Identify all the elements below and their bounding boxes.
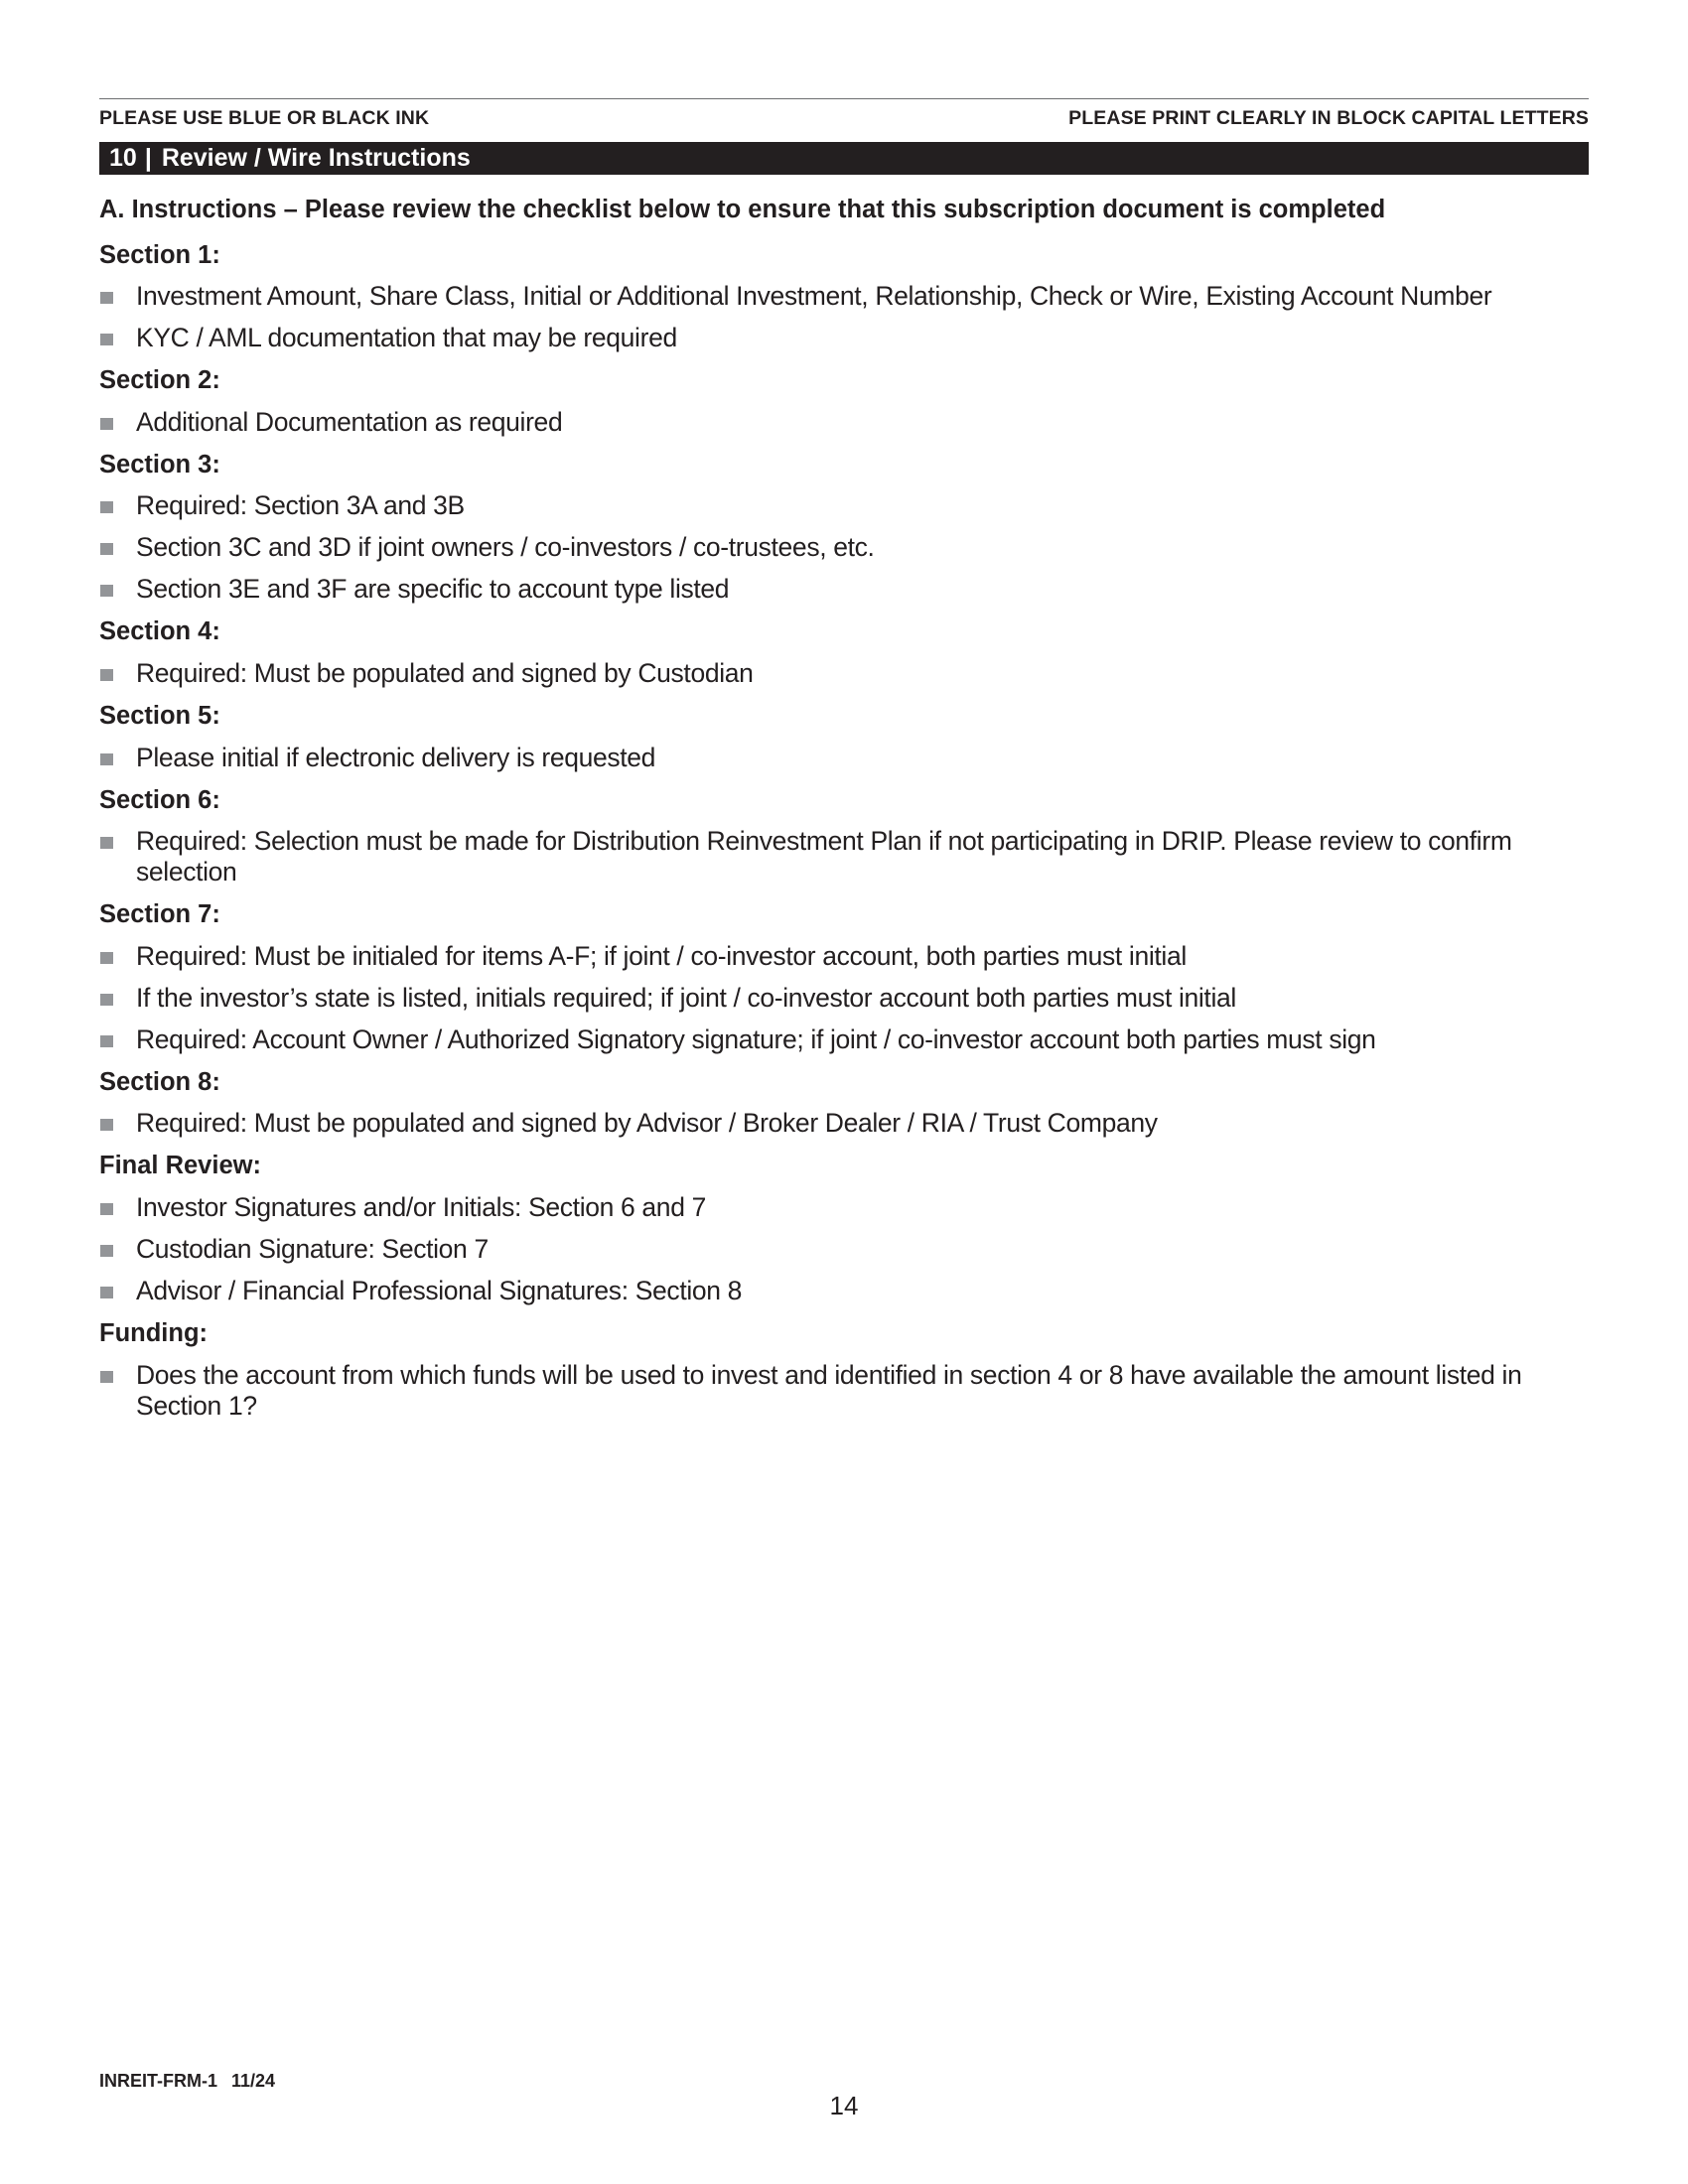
checklist-item-text: Required: Section 3A and 3B — [136, 490, 465, 521]
square-bullet-icon — [100, 334, 113, 345]
checklist-item — [99, 658, 1589, 689]
page-header — [99, 107, 1589, 130]
square-bullet-icon — [100, 753, 113, 765]
checklist-items — [99, 941, 1589, 1055]
checklist-item — [99, 407, 1589, 438]
header-print-note: PLEASE PRINT CLEARLY IN BLOCK CAPITAL LETTERS — [1068, 107, 1589, 129]
checklist-item-text: Investment Amount, Share Class, Initial or Additional Investment, Relationship, Check or Wire, Existing Account Number — [136, 281, 1492, 312]
checklist-item-text: Section 3C and 3D if joint owners / co-investors / co-trustees, etc. — [136, 532, 875, 563]
checklist-item-text: Required: Must be populated and signed by Advisor / Broker Dealer / RIA / Trust Company — [136, 1108, 1158, 1139]
checklist-section-heading: Final Review: — [99, 1152, 261, 1180]
checklist-item-text: KYC / AML documentation that may be required — [136, 323, 677, 353]
square-bullet-icon — [100, 1119, 113, 1131]
square-bullet-icon — [100, 1371, 113, 1383]
checklist-section-heading: Section 3: — [99, 450, 220, 478]
header-ink-note: PLEASE USE BLUE OR BLACK INK — [99, 107, 430, 129]
checklist-section-heading: Section 5: — [99, 701, 220, 730]
checklist-item-text: Required: Selection must be made for Distribution Reinvestment Plan if not participating in DRIP. Please review to confirm selection — [136, 826, 1512, 887]
form-date: 11/24 — [231, 2071, 276, 2091]
checklist-item — [99, 490, 1589, 521]
square-bullet-icon — [100, 418, 113, 430]
checklist-item — [99, 1108, 1589, 1139]
checklist-item-text: Advisor / Financial Professional Signatures: Section 8 — [136, 1275, 743, 1305]
checklist-items — [99, 1192, 1589, 1306]
square-bullet-icon — [100, 1203, 113, 1215]
checklist-item — [99, 941, 1589, 972]
checklist-item — [99, 743, 1589, 773]
checklist-item-text: Required: Must be populated and signed by Custodian — [136, 657, 754, 688]
checklist-item-text: Required: Account Owner / Authorized Signatory signature; if joint / co-investor account both parties must sign — [136, 1024, 1376, 1054]
checklist-item — [99, 983, 1589, 1014]
footer-form-code — [99, 2071, 275, 2092]
checklist-items — [99, 490, 1589, 605]
checklist — [99, 240, 1589, 1422]
document-page — [99, 98, 1589, 1422]
section-divider: | — [144, 144, 152, 172]
checklist-section-heading: Section 4: — [99, 617, 220, 646]
checklist-item — [99, 281, 1589, 312]
page-number: 14 — [829, 2091, 859, 2120]
checklist-item — [99, 826, 1589, 887]
square-bullet-icon — [100, 952, 113, 964]
checklist-item — [99, 574, 1589, 605]
square-bullet-icon — [100, 543, 113, 555]
top-rule — [99, 98, 1589, 99]
checklist-section-heading: Section 1: — [99, 240, 220, 269]
checklist-items — [99, 1360, 1589, 1422]
square-bullet-icon — [100, 1035, 113, 1047]
checklist-item-text: Additional Documentation as required — [136, 406, 563, 437]
section-title: Review / Wire Instructions — [161, 144, 471, 172]
instructions-title: A. Instructions – Please review the checklist below to ensure that this subscription document is completed — [99, 196, 1386, 223]
checklist-items — [99, 658, 1589, 689]
checklist-section-heading: Section 8: — [99, 1067, 220, 1096]
checklist-items — [99, 1108, 1589, 1139]
checklist-item — [99, 1024, 1589, 1055]
checklist-section-heading: Funding: — [99, 1318, 209, 1347]
checklist-section-heading: Section 2: — [99, 366, 220, 395]
section-title-bar — [99, 142, 1589, 175]
square-bullet-icon — [100, 1287, 113, 1298]
checklist-items — [99, 826, 1589, 887]
checklist-section-heading: Section 6: — [99, 785, 220, 814]
checklist-item-text: Does the account from which funds will be used to invest and identified in section 4 or 8 have available the amount listed in Section 1? — [136, 1359, 1522, 1421]
checklist-item-text: Investor Signatures and/or Initials: Section 6 and 7 — [136, 1191, 706, 1222]
section-number: 10 — [109, 144, 137, 172]
checklist-item — [99, 1360, 1589, 1422]
checklist-item — [99, 1276, 1589, 1306]
square-bullet-icon — [100, 292, 113, 304]
checklist-item-text: Section 3E and 3F are specific to account type listed — [136, 574, 730, 605]
checklist-items — [99, 743, 1589, 773]
checklist-item — [99, 1192, 1589, 1223]
checklist-items — [99, 407, 1589, 438]
square-bullet-icon — [100, 1245, 113, 1257]
square-bullet-icon — [100, 994, 113, 1006]
square-bullet-icon — [100, 585, 113, 597]
checklist-item-text: If the investor’s state is listed, initials required; if joint / co-investor account both parties must initial — [136, 982, 1236, 1013]
square-bullet-icon — [100, 669, 113, 681]
checklist-items — [99, 281, 1589, 353]
checklist-item — [99, 323, 1589, 353]
checklist-item-text: Please initial if electronic delivery is requested — [136, 742, 656, 772]
square-bullet-icon — [100, 837, 113, 849]
checklist-item — [99, 1234, 1589, 1265]
checklist-item-text: Custodian Signature: Section 7 — [136, 1233, 489, 1264]
form-code: INREIT-FRM-1 — [99, 2071, 217, 2091]
checklist-item-text: Required: Must be initialed for items A-F; if joint / co-investor account, both parties must initial — [136, 940, 1187, 971]
checklist-section-heading: Section 7: — [99, 900, 220, 929]
checklist-item — [99, 532, 1589, 563]
square-bullet-icon — [100, 501, 113, 513]
